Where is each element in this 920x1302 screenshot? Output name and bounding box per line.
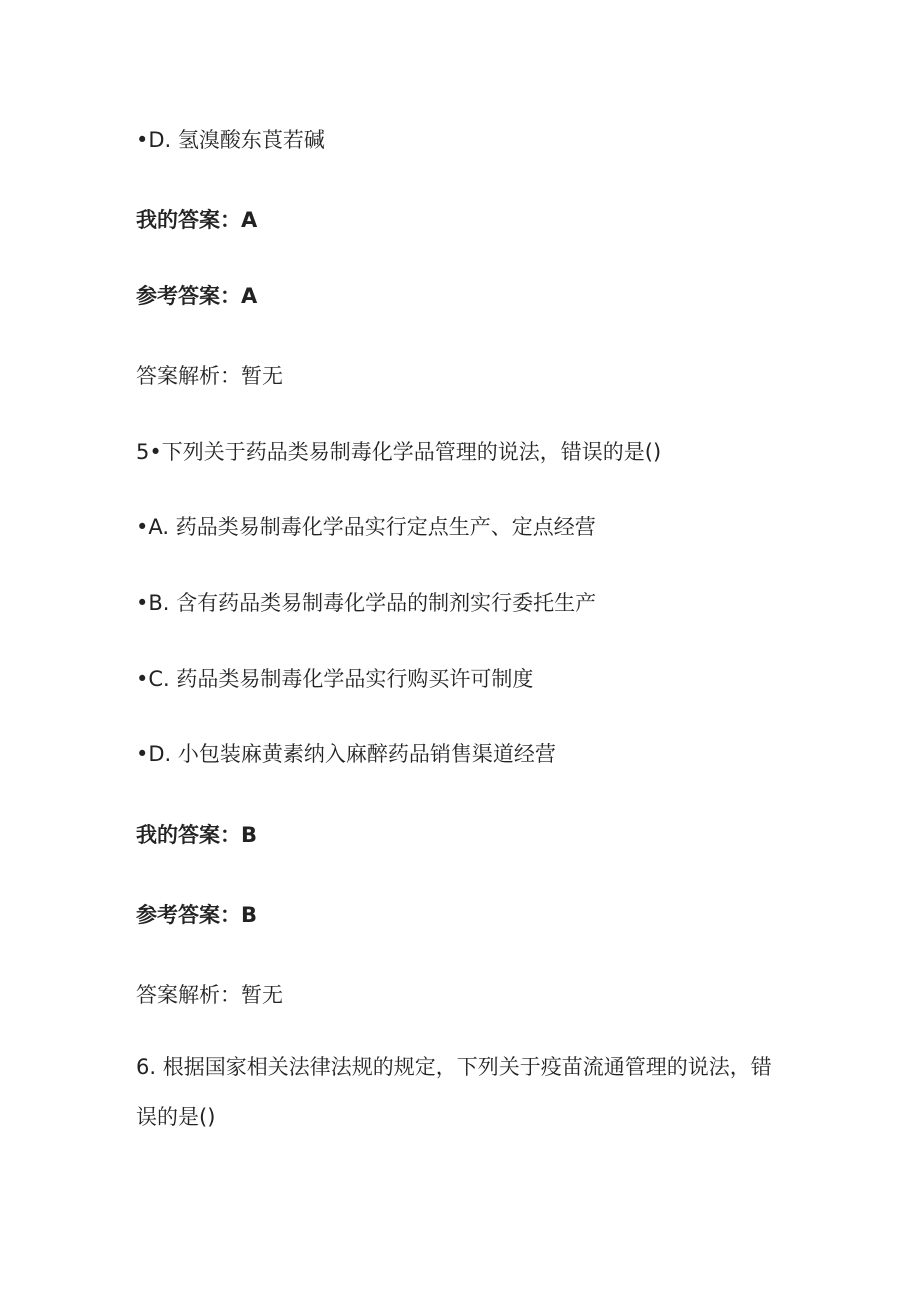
q5-option-b: •B. 含有药品类易制毒化学品的制剂实行委托生产 — [136, 591, 597, 615]
q5-question: 5•下列关于药品类易制毒化学品管理的说法，错误的是() — [136, 440, 662, 464]
q5-option-d: •D. 小包装麻黄素纳入麻醉药品销售渠道经营 — [136, 742, 556, 766]
q4-explanation: 答案解析：暂无 — [136, 364, 283, 388]
q5-option-c: •C. 药品类易制毒化学品实行购买许可制度 — [136, 667, 534, 691]
q5-my-answer: 我的答案：B — [136, 823, 258, 847]
q4-option-d: •D. 氢溴酸东莨若碱 — [136, 128, 325, 152]
q4-reference-answer: 参考答案：A — [136, 284, 258, 308]
q6-question: 6. 根据国家相关法律法规的规定，下列关于疫苗流通管理的说法，错误的是() — [136, 1055, 772, 1129]
q5-explanation: 答案解析：暂无 — [136, 983, 283, 1007]
q5-reference-answer: 参考答案：B — [136, 903, 258, 927]
q5-option-a: •A. 药品类易制毒化学品实行定点生产、定点经营 — [136, 515, 596, 539]
q4-my-answer: 我的答案：A — [136, 208, 258, 232]
